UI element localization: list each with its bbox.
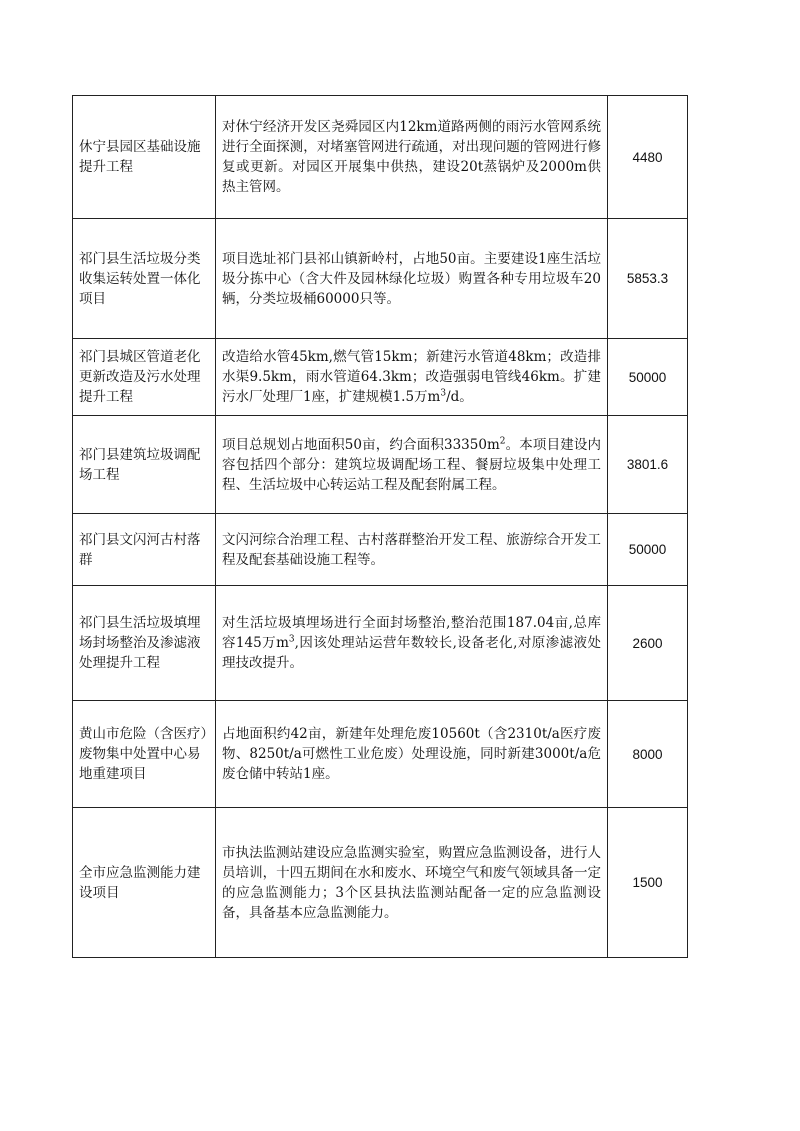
project-name: 休宁县园区基础设施提升工程 — [73, 96, 216, 219]
project-amount: 8000 — [608, 701, 688, 808]
table-row — [73, 701, 688, 808]
description-text: /d。 — [446, 389, 473, 405]
project-description: 占地面积约42亩，新建年处理危废10560t（含2310t/a医疗废物、8250t/a可燃性工业危废）处理设施，同时新建3000t/a危废仓储中转站1座。 — [216, 701, 608, 808]
table-row — [73, 808, 688, 958]
description-text: 项目总规划占地面积50亩，约合面积33350m — [222, 436, 500, 453]
project-name: 祁门县城区管道老化更新改造及污水处理提升工程 — [73, 339, 216, 416]
description-text: 。本项目建设内容包括四个部分：建筑垃圾调配场工程、餐厨垃圾集中处理工程、生活垃圾中心转运站工程及配套附属工程。 — [222, 436, 601, 493]
superscript: 3 — [288, 634, 295, 645]
project-description — [216, 339, 608, 416]
project-description — [216, 586, 608, 701]
project-name: 祁门县文闪河古村落群 — [73, 514, 216, 586]
project-name: 祁门县建筑垃圾调配场工程 — [73, 416, 216, 514]
project-amount: 2600 — [608, 586, 688, 701]
project-name: 全市应急监测能力建设项目 — [73, 808, 216, 958]
project-amount: 50000 — [608, 339, 688, 416]
description-text: ,因该处理站运营年数较长,设备老化,对原渗滤液处理技改提升。 — [222, 635, 601, 671]
table-row — [73, 514, 688, 586]
project-name: 黄山市危险（含医疗）废物集中处置中心易地重建项目 — [73, 701, 216, 808]
project-amount: 3801.6 — [608, 416, 688, 514]
table-row — [73, 586, 688, 701]
project-amount: 4480 — [608, 96, 688, 219]
project-name: 祁门县生活垃圾填埋场封场整治及渗滤液处理提升工程 — [73, 586, 216, 701]
project-description: 对休宁经济开发区尧舜园区内12km道路两侧的雨污水管网系统进行全面探测，对堵塞管网进行疏通，对出现问题的管网进行修复或更新。对园区开展集中供热，建设20t蒸锅炉及2000m供热主管网。 — [216, 96, 608, 219]
project-description — [216, 416, 608, 514]
project-amount: 50000 — [608, 514, 688, 586]
project-table — [72, 95, 688, 958]
table-row — [73, 416, 688, 514]
superscript: 2 — [499, 436, 506, 446]
project-name: 祁门县生活垃圾分类收集运转处置一体化项目 — [73, 219, 216, 339]
description-text: 改造给水管45km,燃气管15km；新建污水管道48km；改造排水渠9.5km，雨水管道64.3km；改造强弱电管线46km。扩建污水厂处理厂1座，扩建规模1.5万m — [222, 349, 601, 405]
project-amount: 1500 — [608, 808, 688, 958]
description-text: 对生活垃圾填埋场进行全面封场整治,整治范围187.04亩,总库容145万m — [222, 615, 601, 651]
table-row — [73, 219, 688, 339]
project-amount: 5853.3 — [608, 219, 688, 339]
table-row — [73, 339, 688, 416]
superscript: 3 — [440, 388, 447, 399]
project-description: 文闪河综合治理工程、古村落群整治开发工程、旅游综合开发工程及配套基础设施工程等。 — [216, 514, 608, 586]
project-description: 市执法监测站建设应急监测实验室，购置应急监测设备，进行人员培训，十四五期间在水和废水、环境空气和废气领域具备一定的应急监测能力；3个区县执法监测站配备一定的应急监测设备，具备基本应急监测能力。 — [216, 808, 608, 958]
table-row — [73, 96, 688, 219]
project-description: 项目选址祁门县祁山镇新岭村，占地50亩。主要建设1座生活垃圾分拣中心（含大件及园林绿化垃圾）购置各种专用垃圾车20辆，分类垃圾桶60000只等。 — [216, 219, 608, 339]
